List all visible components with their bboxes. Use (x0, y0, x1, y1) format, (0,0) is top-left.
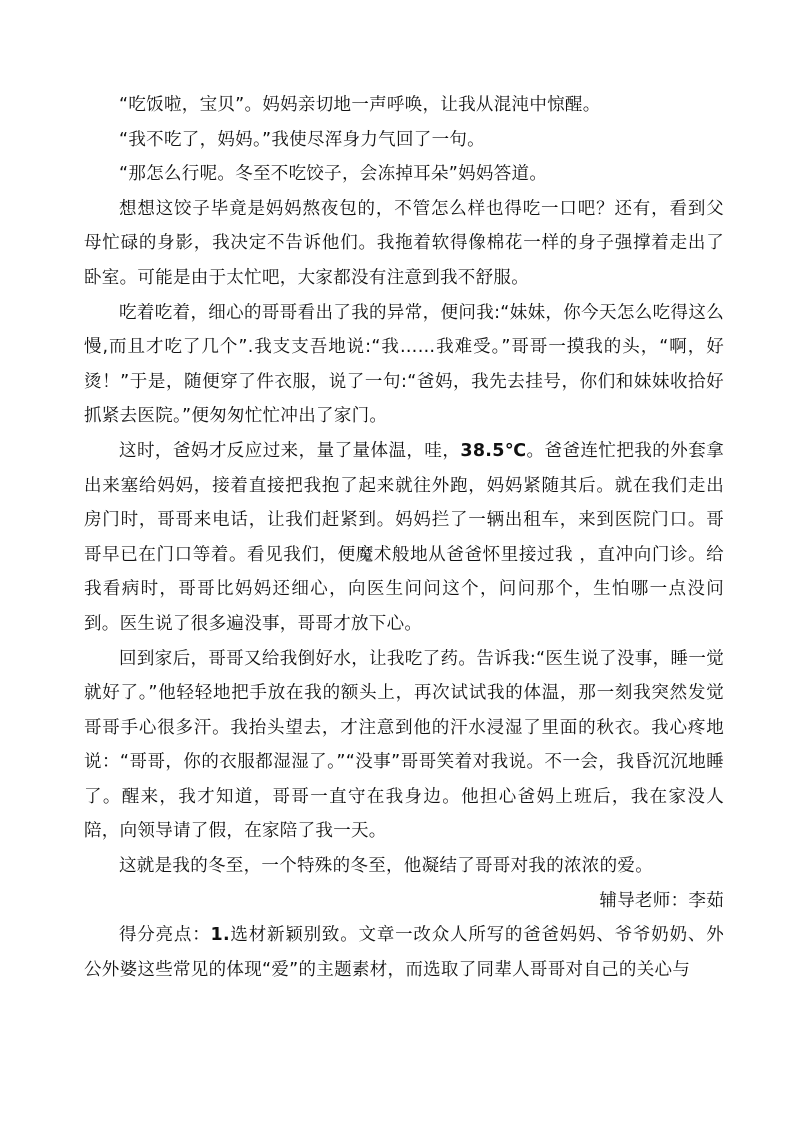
paragraph-hospital (84, 434, 724, 642)
paragraph-mother-reply: “那怎么行呢。冬至不吃饺子，会冻掉耳朵”妈妈答道。 (119, 164, 548, 185)
highlight-number: 1. (210, 925, 230, 946)
teacher-signature: 辅导老师：李茹 (599, 890, 724, 911)
highlight-text: 选材新颖别致。文章一改众人所写的爸爸妈妈、爷爷奶奶、外公外婆这些常见的体现“爱”的主题素材，而选取了同辈人哥哥对自己的关心与 (84, 925, 724, 980)
paragraph-conclusion: 这就是我的冬至，一个特殊的冬至，他凝结了哥哥对我的浓浓的爱。 (119, 856, 653, 877)
temp-text-after: 。爸爸连忙把我的外套拿出来塞给妈妈，接着直接把我抱了起来就往外跑，妈妈紧随其后。就在我们走出房门时，哥哥来电话，让我们赶紧到。妈妈拦了一辆出租车，来到医院门口。哥哥早已在门口等着。看见我们，便魔术般地从爸爸怀里接过我 ，直冲向门诊。给我看病时，哥哥比妈妈还细心，向医生问问这个，问问那个，生怕哪一点没问到。医生说了很多遍没事，哥哥才放下心。 (84, 440, 724, 634)
essay-content (84, 88, 724, 987)
paragraph-refuse-eat: “我不吃了，妈妈。”我使尽浑身力气回了一句。 (119, 129, 485, 150)
paragraph-dinner-call: “吃饭啦，宝贝”。妈妈亲切地一声呼唤，让我从混沌中惊醒。 (119, 95, 601, 115)
paragraph-decision: 想想这饺子毕竟是妈妈熬夜包的，不管怎么样也得吃一口吧？还有，看到父母忙碌的身影，我决定不告诉他们。我拖着软得像棉花一样的身子强撑着走出了卧室。可能是由于太忙吧，大家都没有注意到我不舒服。 (84, 198, 724, 288)
highlight-label: 得分亮点： (119, 925, 211, 946)
paragraph-home-care: 回到家后，哥哥又给我倒好水，让我吃了药。告诉我:“医生说了没事，睡一觉就好了。”他轻轻地把手放在我的额头上，再次试试我的体温，那一刻我突然发觉哥哥手心很多汗。我抬头望去，才注意到他的汗水浸湿了里面的秋衣。我心疼地说：“哥哥，你的衣服都湿湿了。”“没事”哥哥笑着对我说。不一会，我昏沉沉地睡了。醒来，我才知道，哥哥一直守在我身边。他担心爸妈上班后，我在家没人陪，向领导请了假，在家陪了我一天。 (84, 648, 724, 842)
temperature-value: 38.5℃ (460, 440, 527, 461)
paragraph-brother-notices: 吃着吃着，细心的哥哥看出了我的异常，便问我:“妹妹，你今天怎么吃得这么慢,而且才吃了几个”.我支支吾地说:“我……我难受。”哥哥一摸我的头，“啊，好烫！”于是，随便穿了件衣服，说了一句:“爸妈，我先去挂号，你们和妹妹收拾好抓紧去医院。”便匆匆忙忙冲出了家门。 (84, 302, 724, 427)
paragraph-highlight (84, 918, 724, 987)
temp-text-before: 这时，爸妈才反应过来，量了量体温，哇， (119, 440, 461, 461)
